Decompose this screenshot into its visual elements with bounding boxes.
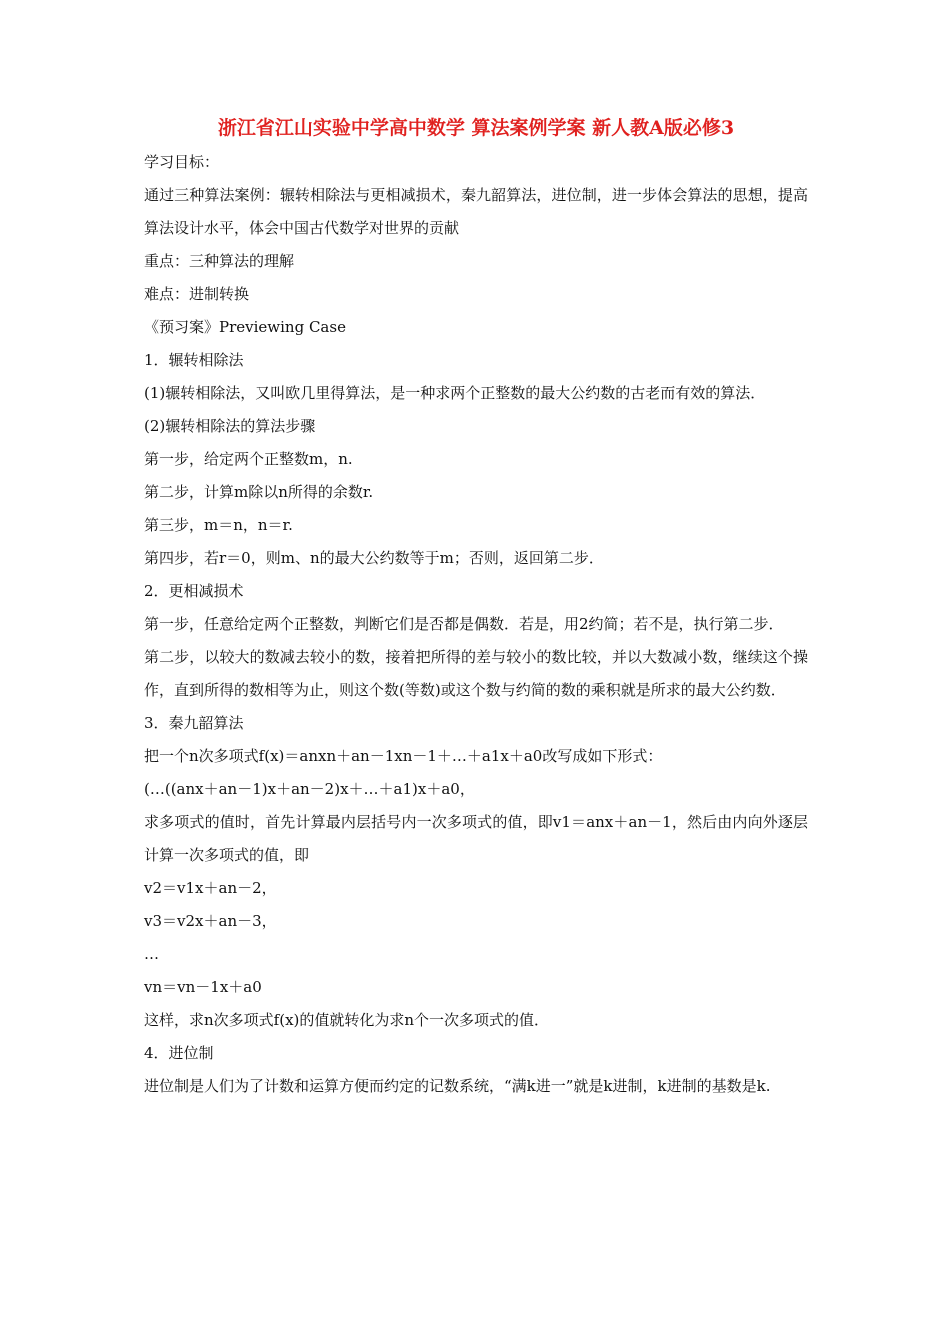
polynomial-evaluation-text: 求多项式的值时，首先计算最内层括号内一次多项式的值，即v1＝anx＋an－1，然后由内向外逐层计算一次多项式的值，即 (144, 813, 808, 864)
step-1: 第一步，给定两个正整数m，n. (144, 450, 353, 468)
formula-v2: v2＝v1x＋an－2， (144, 879, 277, 897)
section-3-heading: 3．秦九韶算法 (144, 714, 244, 732)
section-2-step-2: 第二步，以较大的数减去较小的数，接着把所得的差与较小的数比较，并以大数减小数，继续这个操作，直到所得的数相等为止，则这个数(等数)或这个数与约简的数的乘积就是所求的最大公约数． (144, 648, 808, 699)
learning-goals-heading: 学习目标： (144, 153, 220, 171)
polynomial-nested-form: (…((anx＋an－1)x＋an－2)x＋…＋a1)x＋a0， (144, 780, 475, 798)
section-1-definition: (1)辗转相除法，又叫欧几里得算法，是一种求两个正整数的最大公约数的古老而有效的算法． (144, 384, 766, 402)
section-1-heading: 1．辗转相除法 (144, 351, 244, 369)
step-3: 第三步，m＝n，n＝r. (144, 516, 293, 534)
section-1-steps-heading: (2)辗转相除法的算法步骤 (144, 417, 316, 435)
key-point: 重点：三种算法的理解 (144, 252, 295, 270)
step-2: 第二步，计算m除以n所得的余数r. (144, 483, 374, 501)
learning-goals-text: 通过三种算法案例：辗转相除法与更相减损术，秦九韶算法，进位制，进一步体会算法的思想，提高算法设计水平，体会中国古代数学对世界的贡献 (144, 186, 808, 237)
document-title: 浙江省江山实验中学高中数学 算法案例学案 新人教A版必修3 (217, 117, 735, 139)
formula-v3: v3＝v2x＋an－3， (144, 912, 277, 930)
section-4-definition: 进位制是人们为了计数和运算方便而约定的记数系统，“满k进一”就是k进制，k进制的基数是k. (144, 1077, 771, 1095)
preview-heading: 《预习案》Previewing Case (144, 318, 346, 336)
section-2-step-1: 第一步，任意给定两个正整数，判断它们是否都是偶数．若是，用2约简；若不是，执行第二步． (144, 615, 784, 633)
section-4-heading: 4．进位制 (144, 1044, 214, 1062)
polynomial-conclusion: 这样，求n次多项式f(x)的值就转化为求n个一次多项式的值． (144, 1011, 550, 1029)
difficult-point: 难点：进制转换 (144, 285, 250, 303)
step-4: 第四步，若r＝0，则m、n的最大公约数等于m；否则，返回第二步． (144, 549, 604, 567)
formula-vn: vn＝vn－1x＋a0 (144, 978, 262, 996)
formula-ellipsis: … (144, 945, 159, 963)
document-page (144, 114, 808, 1103)
section-2-heading: 2．更相减损术 (144, 582, 244, 600)
polynomial-intro: 把一个n次多项式f(x)＝anxn＋an－1xn－1＋…＋a1x＋a0改写成如下形式： (144, 747, 663, 765)
